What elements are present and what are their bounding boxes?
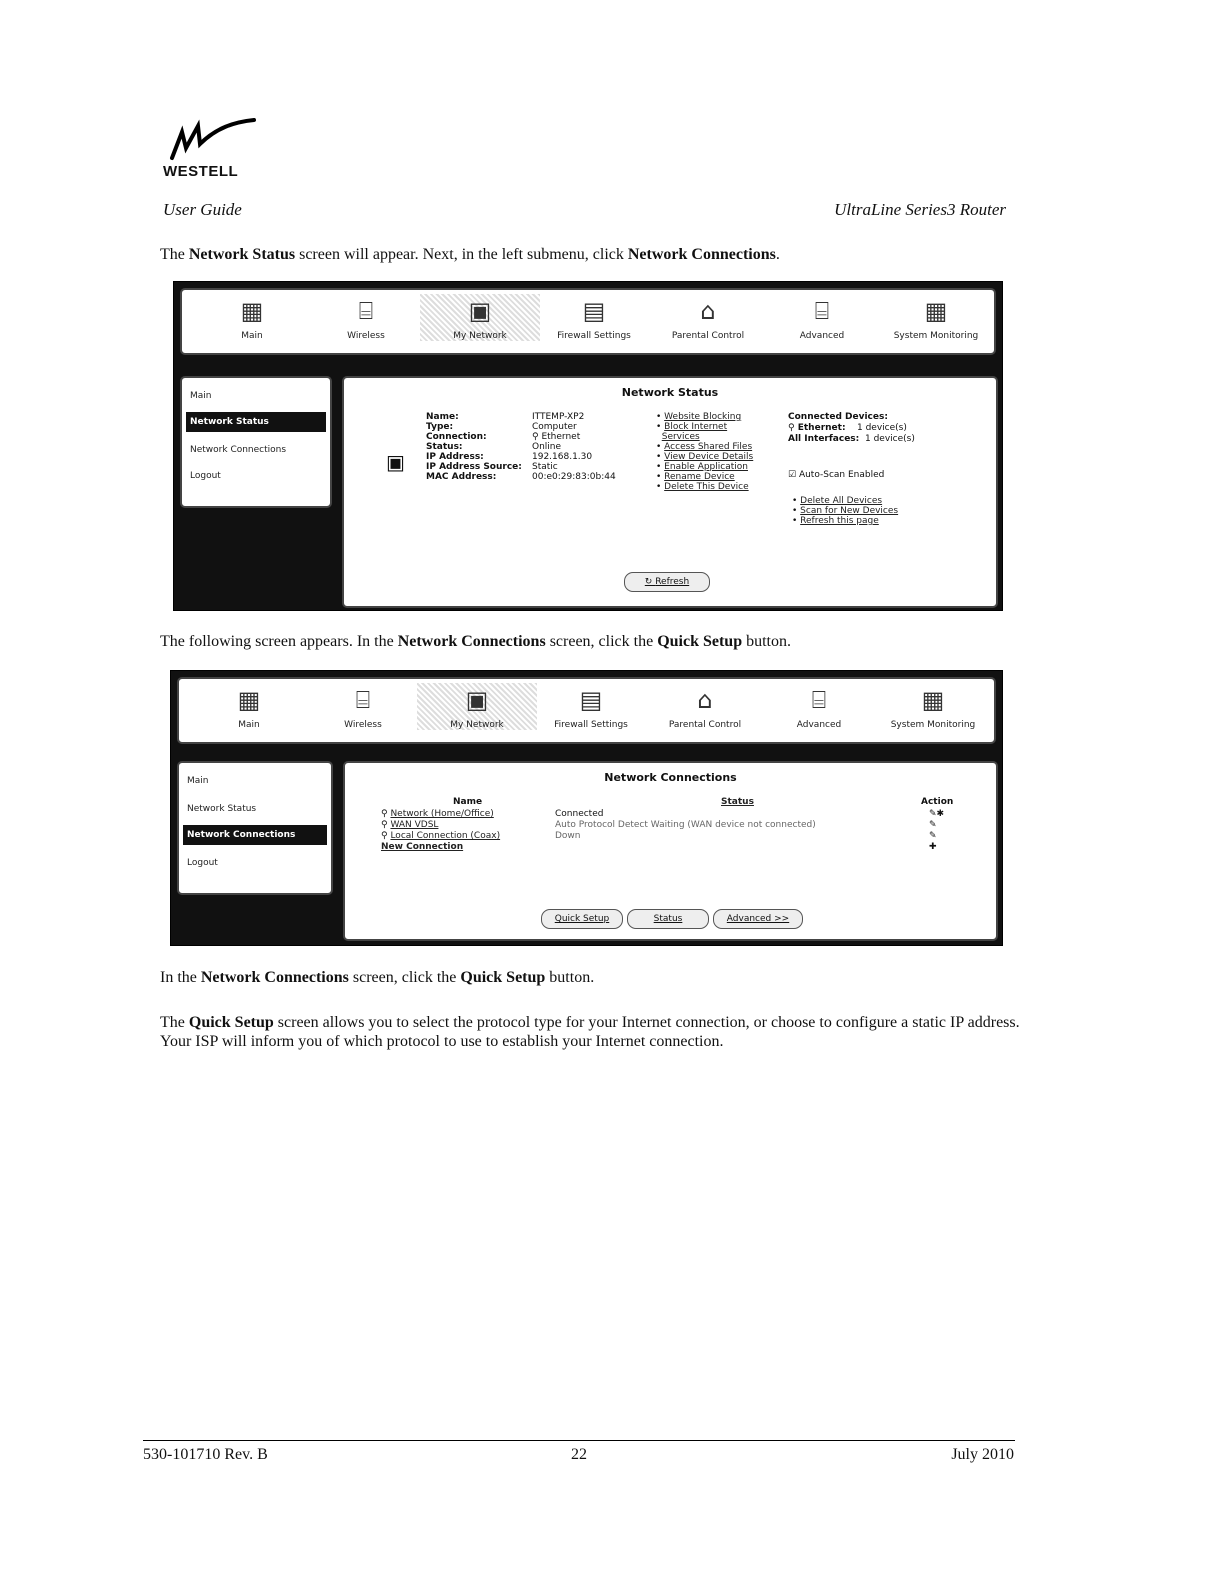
house-icon: ⌂ (697, 686, 713, 714)
nav-system-monitoring[interactable]: ▦ System Monitoring (873, 683, 993, 730)
nav-advanced[interactable]: ⌸ Advanced (762, 294, 882, 341)
nav-main[interactable]: ▦ Main (189, 683, 309, 730)
nav-parental-control[interactable]: ⌂ Parental Control (645, 683, 765, 730)
nav-firewall[interactable]: ▤ Firewall Settings (531, 683, 651, 730)
side-item-network-status[interactable]: Network Status (187, 804, 257, 814)
side-item-logout[interactable]: Logout (187, 858, 218, 868)
nav-advanced[interactable]: ⌸ Advanced (759, 683, 879, 730)
side-item-network-status[interactable]: Network Status (186, 412, 326, 432)
top-nav (180, 288, 996, 355)
network-icon: ▣ (468, 297, 492, 325)
panel-title: Network Connections (604, 771, 737, 784)
paragraph-4: The Quick Setup screen allows you to select the protocol type for your Internet connection, or choose to configure a static IP address. Your ISP will inform you of which protocol to use to establish your Internet connection. (160, 1014, 1020, 1050)
nav-firewall[interactable]: ▤ Firewall Settings (534, 294, 654, 341)
firewall-icon: ▤ (579, 686, 603, 714)
footer-doc-number: 530-101710 Rev. B (143, 1446, 268, 1463)
house-icon: ⌂ (700, 297, 716, 325)
nav-my-network[interactable]: ▣ My Network (417, 683, 537, 730)
refresh-button[interactable]: ↻ Refresh (624, 572, 710, 592)
column-name: Name (453, 797, 483, 807)
paragraph-1: The Network Status screen will appear. Next, in the left submenu, click Network Connections. (160, 246, 780, 263)
nav-system-monitoring[interactable]: ▦ System Monitoring (876, 294, 996, 341)
brand-name: WESTELL (163, 163, 239, 180)
auto-scan-checkbox[interactable]: ☑ Auto-Scan Enabled (788, 470, 885, 480)
quick-setup-button[interactable]: Quick Setup (541, 909, 623, 929)
status-button[interactable]: Status (627, 909, 709, 929)
network-status-panel (342, 376, 998, 608)
connection-icon: ⚲ (381, 809, 391, 819)
ethernet-icon: ⚲ (532, 432, 542, 442)
new-connection-link[interactable]: New Connection (381, 842, 464, 852)
paragraph-3: In the Network Connections screen, click the Quick Setup button. (160, 969, 595, 986)
header-left: User Guide (163, 200, 242, 219)
side-menu (180, 376, 332, 508)
action-icons (929, 809, 944, 853)
side-item-network-connections[interactable]: Network Connections (190, 445, 287, 455)
nav-wireless[interactable]: ⌸ Wireless (306, 294, 426, 341)
device-actions: • Website Blocking • Block Internet Services • Access Shared Files • View Device Details • Enable Application • Rename Device • Delete This Device (656, 412, 754, 492)
side-item-main[interactable]: Main (187, 776, 209, 786)
edit-icon[interactable]: ✎ (929, 820, 937, 830)
footer-page-number: 22 (571, 1446, 587, 1463)
header-right: UltraLine Series3 Router (834, 200, 1006, 219)
router-icon: ⌸ (358, 297, 374, 325)
monitor-icon: ▦ (924, 297, 948, 325)
connection-icon: ⚲ (381, 820, 391, 830)
firewall-icon: ▤ (582, 297, 606, 325)
modem-icon: ⌸ (814, 297, 830, 325)
connection-icon: ⚲ (381, 831, 391, 841)
westell-logo-icon (168, 118, 258, 162)
monitor-icon: ▦ (921, 686, 945, 714)
table-row[interactable]: Network (Home/Office) (390, 809, 494, 819)
router-icon: ⌸ (355, 686, 371, 714)
side-menu (177, 761, 333, 895)
nav-parental-control[interactable]: ⌂ Parental Control (648, 294, 768, 341)
connection-statuses: Connected Auto Protocol Detect Waiting (WAN device not connected) Down (555, 809, 816, 841)
calendar-icon: ▦ (237, 686, 261, 714)
column-action: Action (921, 797, 954, 807)
nav-my-network[interactable]: ▣ My Network (420, 294, 540, 341)
network-connections-panel (343, 761, 998, 941)
table-row[interactable]: Local Connection (Coax) (390, 831, 501, 841)
screenshot-network-status (173, 281, 1003, 611)
modem-icon: ⌸ (811, 686, 827, 714)
footer-date: July 2010 (951, 1446, 1014, 1463)
paragraph-2: The following screen appears. In the Network Connections screen, click the Quick Setup button. (160, 633, 791, 650)
table-row[interactable]: WAN VDSL (390, 820, 439, 830)
connection-names (381, 809, 500, 853)
computer-icon: ▣ (386, 450, 405, 474)
panel-title: Network Status (621, 386, 719, 399)
side-item-network-connections[interactable]: Network Connections (183, 825, 327, 845)
side-item-logout[interactable]: Logout (190, 471, 221, 481)
column-status: Status (721, 797, 754, 807)
add-icon[interactable]: ✚ (929, 842, 937, 852)
advanced-button[interactable]: Advanced >> (713, 909, 803, 929)
device-list-actions: • Delete All Devices • Scan for New Devices • Refresh this page (792, 496, 899, 526)
calendar-icon: ▦ (240, 297, 264, 325)
side-item-main[interactable]: Main (190, 391, 212, 401)
screenshot-network-connections (170, 670, 1003, 946)
nav-wireless[interactable]: ⌸ Wireless (303, 683, 423, 730)
device-values: ITTEMP-XP2 Computer ⚲ Ethernet Online 192.168.1.30 Static 00:e0:29:83:0b:44 (532, 412, 616, 482)
connected-devices: Connected Devices: ⚲ Ethernet: 1 device(s) All Interfaces: 1 device(s) (788, 412, 915, 444)
footer-divider (143, 1440, 1015, 1441)
network-icon: ▣ (465, 686, 489, 714)
device-labels: Name: Type: Connection: Status: IP Address: IP Address Source: MAC Address: (426, 412, 522, 482)
nav-main[interactable]: ▦ Main (192, 294, 312, 341)
edit-icon[interactable]: ✎✱ (929, 809, 945, 819)
top-nav (177, 677, 996, 744)
edit-icon[interactable]: ✎ (929, 831, 937, 841)
